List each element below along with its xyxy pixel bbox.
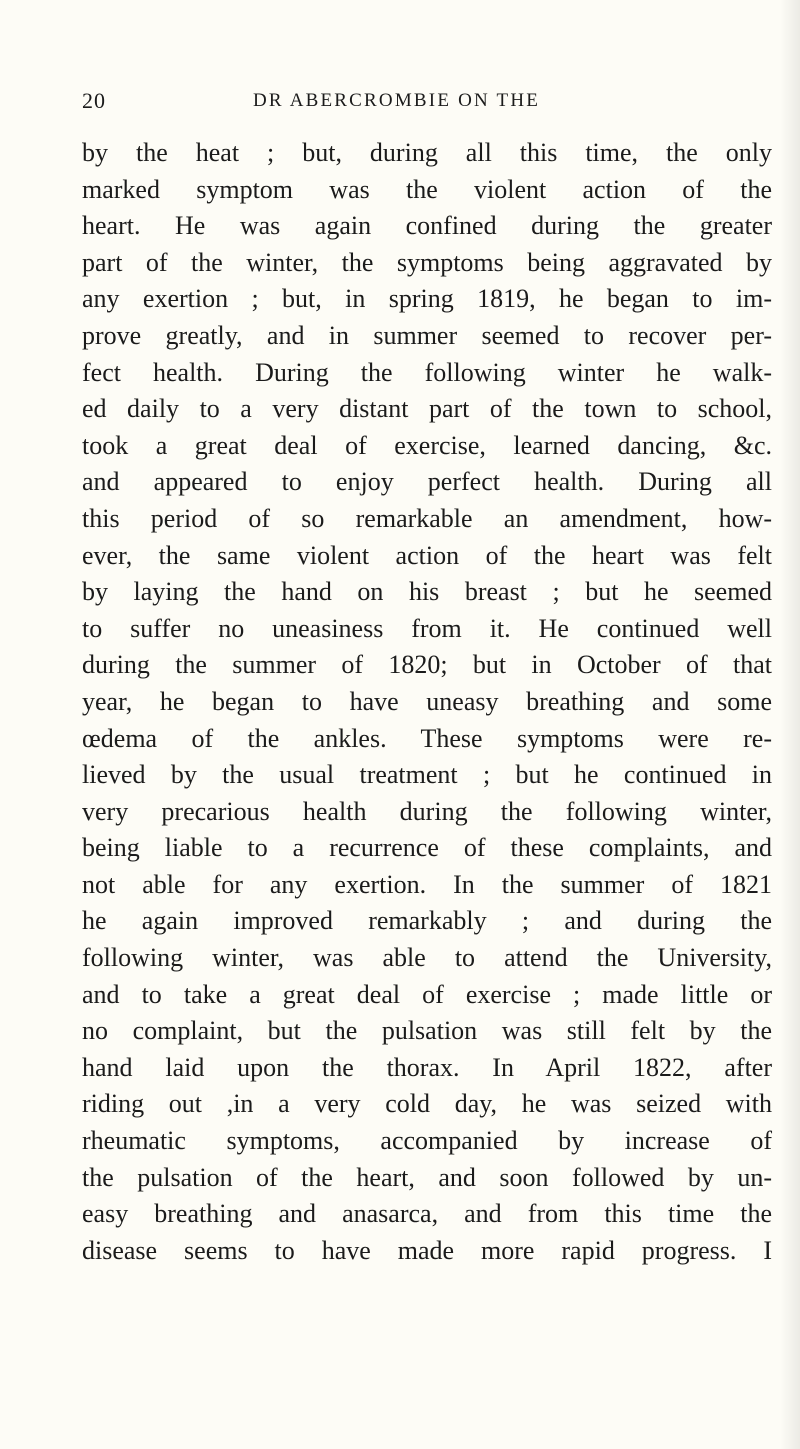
- text-line: by the heat ; but, during all this time, the only: [82, 138, 772, 167]
- text-line: easy breathing and anasarca, and from this time the: [82, 1199, 772, 1229]
- text-line: not able for any exertion. In the summer of 1821: [82, 869, 772, 899]
- text-line: rheumatic symptoms, accompanied by increase of: [82, 1126, 772, 1156]
- text-line: being liable to a recurrence of these complaints, and: [82, 833, 772, 863]
- text-line: and to take a great deal of exercise ; made little or: [82, 979, 772, 1009]
- text-line: year, he began to have uneasy breathing and some: [82, 686, 772, 716]
- running-head: DR ABERCROMBIE ON THE: [253, 90, 541, 111]
- text-line: ever, the same violent action of the heart was felt: [82, 540, 772, 570]
- text-line: marked symptom was the violent action of the: [82, 174, 772, 204]
- body-text: [82, 135, 772, 1269]
- text-line: took a great deal of exercise, learned dancing, &c.: [82, 430, 772, 460]
- text-line: lieved by the usual treatment ; but he continued in: [82, 760, 772, 790]
- text-line: the pulsation of the heart, and soon followed by un-: [82, 1162, 772, 1192]
- text-line: any exertion ; but, in spring 1819, he began to im-: [82, 284, 772, 314]
- text-line: no complaint, but the pulsation was still felt by the: [82, 1016, 772, 1046]
- text-line: by laying the hand on his breast ; but he seemed: [82, 577, 772, 607]
- text-line: prove greatly, and in summer seemed to recover per-: [82, 320, 772, 350]
- text-line: he again improved remarkably ; and during the: [82, 906, 772, 936]
- text-line: during the summer of 1820; but in October of that: [82, 650, 772, 680]
- text-line: very precarious health during the following winter,: [82, 796, 772, 826]
- text-line: and appeared to enjoy perfect health. During all: [82, 467, 772, 497]
- text-line: this period of so remarkable an amendment, how-: [82, 503, 772, 533]
- text-line: fect health. During the following winter he walk-: [82, 357, 772, 387]
- text-line: riding out ,in a very cold day, he was seized with: [82, 1089, 772, 1119]
- text-line: disease seems to have made more rapid progress. I: [82, 1235, 772, 1265]
- text-line: ed daily to a very distant part of the town to school,: [82, 394, 772, 424]
- page-edge-shadow: [780, 0, 800, 1449]
- text-line: part of the winter, the symptoms being aggravated by: [82, 247, 772, 277]
- text-line: heart. He was again confined during the greater: [82, 211, 772, 241]
- text-line: hand laid upon the thorax. In April 1822, after: [82, 1052, 772, 1082]
- page-number: 20: [82, 88, 106, 113]
- text-line: to suffer no uneasiness from it. He continued well: [82, 613, 772, 643]
- text-line: following winter, was able to attend the University,: [82, 943, 772, 973]
- text-line: œdema of the ankles. These symptoms were re-: [82, 723, 772, 753]
